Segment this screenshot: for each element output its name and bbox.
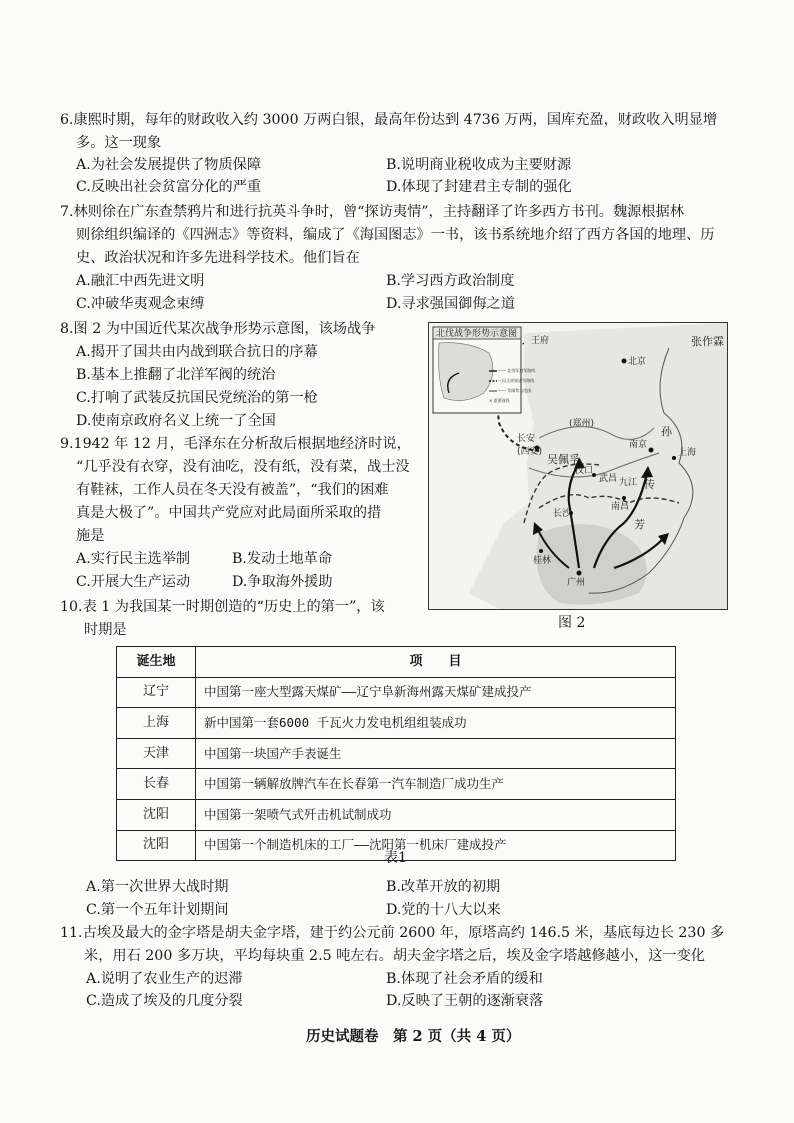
map-label-guangzhou: 广州 [567,578,586,588]
map-label-beijing: 北京 [628,357,647,367]
map-label-changsha: 长沙 [553,509,572,519]
q11-stem-line1: 11.古埃及最大的金字塔是胡夫金字塔，建于约公元前 2600 年，原塔高约 146.5 米，基底每边长 230 多 [60,925,725,941]
map-label-jiujiang: 九江 [619,478,638,488]
q9-stem-line2: “几乎没有衣穿，没有油吃，没有纸，没有菜，战士没 [76,459,410,475]
table-cell-item: 新中国第一套6000 千瓦火力发电机组组装成功 [196,708,676,739]
map-city-nanchang [622,496,626,500]
q9-stem-line5: 施是 [76,528,105,544]
map-label-nanchang: 南昌 [611,502,630,512]
table-1 [116,646,676,861]
table-header-item: 项 目 [196,647,676,678]
table-row [117,708,676,739]
map-inset-title: 北伐战争形势示意图 [436,329,518,339]
q6-option-d[interactable]: D.体现了封建君主专制的强化 [386,179,572,195]
table-row [117,769,676,800]
table-cell-place: 沈阳 [117,830,196,861]
table-row [117,738,676,769]
table-cell-place: 沈阳 [117,799,196,830]
q6-option-a[interactable]: A.为社会发展提供了物质保障 [76,157,262,173]
table-cell-place: 辽宁 [117,677,196,708]
q6-option-c[interactable]: C.反映出社会贫富分化的严重 [76,179,262,195]
q7-stem-line2: 则徐组织编译的《四洲志》等资料，编成了《海国图志》一书，该书系统地介绍了西方各国的地理、历 [76,227,715,243]
table-1-caption: 表1 [384,850,407,866]
q8-option-d[interactable]: D.使南京政府名义上统一了全国 [76,413,276,429]
q7-option-c[interactable]: C.冲破华夷观念束缚 [76,296,205,312]
q8-option-b[interactable]: B.基本上推翻了北洋军阀的统治 [76,367,276,383]
map-label-xian: (西安) [517,447,543,457]
map-label-wangfu: 王府 [531,336,550,346]
q7-option-b[interactable]: B.学习西方政治制度 [386,273,515,289]
map-legend-4: ✕ 重要战役 [489,398,510,403]
table-cell-place: 长春 [117,769,196,800]
q10-option-d[interactable]: D.党的十八大以来 [386,902,501,918]
map-legend-1: —— 北伐军进军路线 [498,368,536,373]
q10-option-c[interactable]: C.第一个五年计划期间 [86,902,229,918]
q11-option-c[interactable]: C.造成了埃及的几度分裂 [86,993,243,1009]
q8-option-a[interactable]: A.揭开了国共由内战到联合抗日的序幕 [76,344,318,360]
table-cell-item: 中国第一块国产手表诞生 [196,738,676,769]
q8-stem-line1: 8.图 2 为中国近代某次战争形势示意图，该场战争 [60,321,376,337]
q9-option-a[interactable]: A.实行民主选举制 [76,551,191,567]
map-label-nanjing: 南京 [629,440,648,450]
map-city-nanjing [649,448,654,453]
q9-stem-line1: 9.1942 年 12 月，毛泽东在分析敌后根据地经济时说， [60,436,411,452]
table-header-row [117,647,676,678]
q9-option-d[interactable]: D.争取海外援助 [232,574,333,590]
table-cell-item: 中国第一个制造机床的工厂——沈阳第一机床厂建成投产 [196,830,676,861]
map-label-fang: 芳 [634,518,645,531]
q6-stem-line1: 6.康熙时期，每年的财政收入约 3000 万两白银，最高年份达到 4736 万两，国库充盈，财政收入明显增 [60,112,718,128]
table-cell-place: 天津 [117,738,196,769]
table-cell-item: 中国第一辆解放牌汽车在长春第一汽车制造厂成功生产 [196,769,676,800]
q11-option-d[interactable]: D.反映了王朝的逐渐衰落 [386,993,544,1009]
q10-option-a[interactable]: A.第一次世界大战时期 [86,879,229,895]
q11-option-a[interactable]: A.说明了农业生产的迟滞 [86,971,243,987]
map-label-zhengzhou: (郑州) [569,419,595,429]
map-label-chuan: 传 [644,478,655,491]
map-label-changan: 长安 [517,434,536,444]
q10-stem-line2: 时期是 [84,622,127,638]
map-city-guilin [539,549,543,553]
q11-stem-line2: 米，用石 200 多万块，平均每块重 2.5 吨左右。胡夫金字塔之后，埃及金字塔越修越小，这一变化 [84,948,705,964]
q10-option-b[interactable]: B.改革开放的初期 [386,879,501,895]
q9-stem-line3: 有鞋袜，工作人员在冬天没有被盖”，“我们的困难 [76,482,389,498]
map-city-shanghai [672,456,676,460]
map-label-wupeifu: 吴佩孚 [547,453,580,466]
q7-stem-line3: 史、政治状况和许多先进科学技术。他们旨在 [76,250,360,266]
figure-2-caption: 图 2 [558,615,586,631]
q8-option-c[interactable]: C.打响了武装反抗国民党统治的第一枪 [76,390,318,406]
map-legend-3: —— 军阀势力范围 [498,388,532,393]
table-row [117,677,676,708]
table-header-place: 诞生地 [117,647,196,678]
q6-stem-line2: 多。这一现象 [76,135,162,151]
table-cell-place: 上海 [117,708,196,739]
q10-stem-line1: 10.表 1 为我国某一时期创造的“历史上的第一”，该 [60,599,385,615]
q9-option-b[interactable]: B.发动土地革命 [232,551,333,567]
table-cell-item: 中国第一座大型露天煤矿——辽宁阜新海州露天煤矿建成投产 [196,677,676,708]
q7-stem-line1: 7.林则徐在广东查禁鸦片和进行抗英斗争时，曾“探访夷情”，主持翻译了许多西方书刊。魏源根据林 [60,204,684,220]
q6-option-b[interactable]: B.说明商业税收成为主要财源 [386,157,572,173]
map-city-beijing [622,359,627,364]
war-situation-map [428,322,728,610]
q7-option-a[interactable]: A.融汇中西先进文明 [76,273,205,289]
map-label-sun: 孙 [661,425,672,438]
map-legend-2: -- 冯玉祥部进军路线 [498,378,535,383]
map-inset-land [439,343,493,401]
q11-option-b[interactable]: B.体现了社会矛盾的缓和 [386,971,543,987]
table-cell-item: 中国第一架喷气式歼击机试制成功 [196,799,676,830]
q9-option-c[interactable]: C.开展大生产运动 [76,574,191,590]
page-footer: 历史试题卷 第 2 页（共 4 页） [306,1028,521,1045]
map-city-guangzhou [577,571,582,576]
map-label-shanghai: 上海 [678,448,697,458]
q7-option-d[interactable]: D.寻求强国御侮之道 [386,296,515,312]
map-label-wuchang: 武昌 [599,474,618,484]
table-row [117,799,676,830]
map-label-zhangzuolin: 张作霖 [691,335,724,348]
map-label-hankou: 汉口 [575,466,594,476]
q9-stem-line4: 真是大极了”。中国共产党应对此局面所采取的措 [76,505,382,521]
map-svg [429,323,727,609]
map-label-guilin: 桂林 [533,556,552,566]
